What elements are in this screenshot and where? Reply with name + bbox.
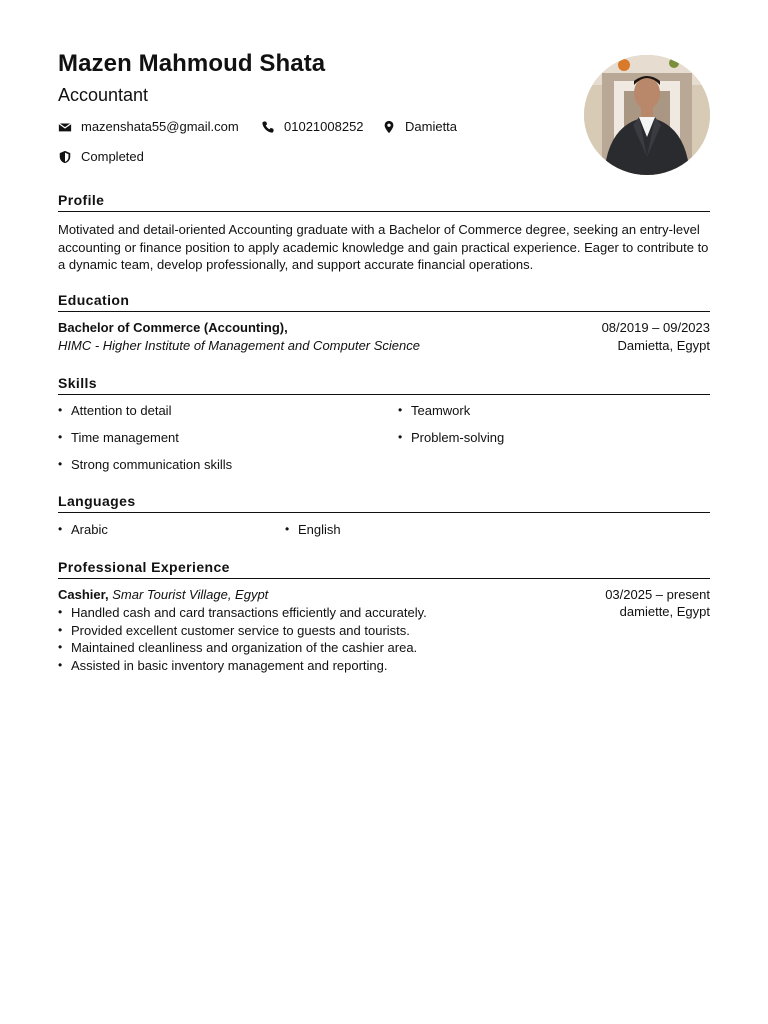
profile-photo (584, 55, 710, 175)
skill-item: • Strong communication skills (71, 457, 232, 472)
location-contact (382, 119, 457, 134)
education-dates: 08/2019 – 09/2023 (601, 320, 710, 335)
resume-page (58, 0, 710, 1024)
location-text: Damietta (405, 119, 458, 134)
education-location: Damietta, Egypt (617, 338, 710, 353)
profile-summary: Motivated and detail-oriented Accounting graduate with a Bachelor of Commerce degree, seeking an entry-level accounting or finance position to apply academic knowledge and gain practical experience. Eager to contribute to a dynamic team, develop professionally, and support accurate financial operations. (58, 222, 709, 272)
skill-item: • Time management (71, 430, 179, 445)
skill-item: • Attention to detail (71, 403, 171, 418)
language-item: • Arabic (71, 522, 108, 537)
candidate-name: Mazen Mahmoud Shata (58, 50, 326, 77)
job-duties (71, 604, 427, 674)
phone-contact[interactable] (261, 119, 364, 134)
duty-item: • Provided excellent customer service to guests and tourists. (71, 622, 427, 640)
institution: HIMC - Higher Institute of Management and Computer Science (58, 338, 421, 353)
duty-item: • Assisted in basic inventory management and reporting. (71, 657, 427, 675)
skill-item: • Problem-solving (411, 430, 504, 445)
job-role: Cashier, (58, 587, 109, 602)
skill-item: • Teamwork (411, 403, 470, 418)
education-heading: Education (58, 292, 710, 312)
location-pin-icon (382, 120, 396, 134)
phone-text: 01021008252 (284, 119, 364, 134)
duty-item: • Maintained cleanliness and organization of the cashier area. (71, 639, 427, 657)
email-text: mazenshata55@gmail.com (81, 119, 239, 134)
languages-heading: Languages (58, 493, 710, 513)
job-dates: 03/2025 – present (605, 587, 710, 602)
shield-icon (58, 150, 72, 164)
military-status-text: Completed (81, 149, 144, 164)
portrait-image (584, 55, 710, 175)
experience-heading: Professional Experience (58, 559, 710, 579)
job-company: Smar Tourist Village, Egypt (112, 587, 269, 602)
language-item: • English (298, 522, 341, 537)
job-line (58, 587, 268, 602)
degree: Bachelor of Commerce (Accounting), (58, 320, 288, 335)
phone-icon (261, 120, 275, 134)
profile-heading: Profile (58, 192, 710, 212)
email-icon (58, 120, 72, 134)
job-title: Accountant (58, 85, 149, 105)
military-status (58, 149, 144, 164)
job-location: damiette, Egypt (619, 604, 710, 619)
email-contact[interactable] (58, 119, 239, 134)
duty-item: • Handled cash and card transactions efficiently and accurately. (71, 604, 427, 622)
skills-heading: Skills (58, 375, 710, 395)
